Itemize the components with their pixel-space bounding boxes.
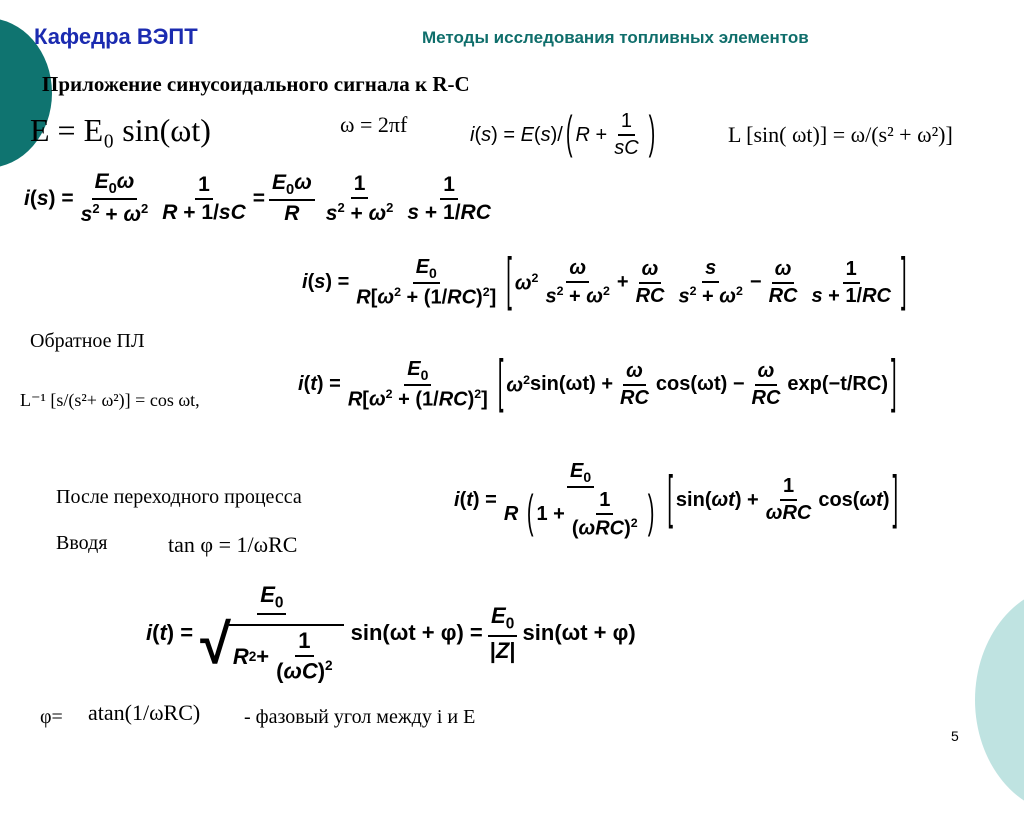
formula-cos-term: cos(ωt) (655, 373, 728, 396)
formula-inverse-cos-text: L⁻¹ [s/(s²+ ω²)] = cos ωt, (20, 390, 200, 410)
section-title: Приложение синусоидального сигнала к R-C (42, 72, 470, 96)
formula-i-of-s-impedance: i(s) = E(s)/ ( R + $\frac{1}{sC}$ ) (470, 108, 656, 160)
formula-tan-phi-text: tan φ = 1/ωRC (168, 532, 298, 557)
formula-laplace-sin-text: L [sin( ωt)] = ω/(s² + ω²)] (728, 122, 953, 147)
formula-i-of-s-partial-fractions: i(s) = $\frac{E_0}{R[\omega^2 + (1/RC)^2]}$ [ $\omega^2$ $\frac{\omega}{s^2 + \omega^2}$ + $\frac{\omega}{RC}$ $\frac{s}{s^2 + \omega^2}$ − $\frac{\omega}{RC}$ $\frac{1}{s + 1/RC}$ ] (302, 249, 907, 314)
formula-omega-definition (340, 112, 407, 138)
formula-sin-term: sin(ωt) (530, 373, 596, 396)
formula-i-of-s-product: i(s) = $\frac{E_0\omega}{s^2 + \omega^2}$ $\frac{1}{R + 1/sC}$ = $\frac{E_0\omega}{R}$ $\frac{1}{s^2 + \omega^2}$ $\frac{1}{s + 1/RC}$ (24, 170, 491, 227)
formula-e-definition (30, 112, 211, 149)
formula-sin-phase-2: sin(ωt + φ) (522, 620, 636, 646)
formula-omega-definition-text: ω = 2πf (340, 112, 408, 137)
label-after-transient: После переходного процесса (56, 486, 302, 508)
decor-circle-bottom-right (975, 585, 1024, 815)
topic-title: Методы исследования топливных элементов (422, 28, 809, 47)
formula-inverse-cos (20, 390, 200, 411)
formula-i-of-t-phase: i(t) = $E_0$ √ R 2 + $\frac{1}{(\omega C)^2}$ sin(ωt + φ) = $\frac{E_0}{|Z|}$ sin(ωt + φ) (146, 582, 636, 684)
formula-atan (88, 700, 200, 726)
label-inverse-laplace: Обратное ПЛ (30, 330, 145, 352)
formula-e-definition-text: E = E₀ sin(ωt) (30, 112, 211, 148)
formula-i-of-t-full: i(t) = $\frac{E_0}{R[\omega^2 + (1/RC)^2]}$ [ $\omega^2$ sin(ωt) + $\frac{\omega}{RC}$ cos(ωt) − $\frac{\omega}{RC}$ exp(−t/RC) ] (298, 351, 897, 416)
label-phi-eq: φ= (40, 706, 63, 728)
formula-i-of-t-steady: i(t) = $E_0$ R ( 1 + $\frac{1}{(\omega RC)^2}$ ) [ sin(ωt) + $\frac{1}{\text{ωRC}}$ cos(ωt) ] (454, 460, 899, 540)
formula-exp-term: exp(−t/RC) (787, 373, 888, 396)
department-title: Кафедра ВЭПТ (34, 24, 198, 49)
page-number: 5 (951, 728, 959, 744)
label-phase-description: - фазовый угол между i и E (244, 706, 476, 728)
formula-laplace-sin (728, 122, 953, 148)
formula-atan-text: atan(1/ωRC) (88, 700, 201, 725)
formula-sin-phase-1: sin(ωt + φ) (350, 620, 464, 646)
formula-tan-phi (168, 532, 297, 558)
label-introducing: Вводя (56, 532, 108, 554)
